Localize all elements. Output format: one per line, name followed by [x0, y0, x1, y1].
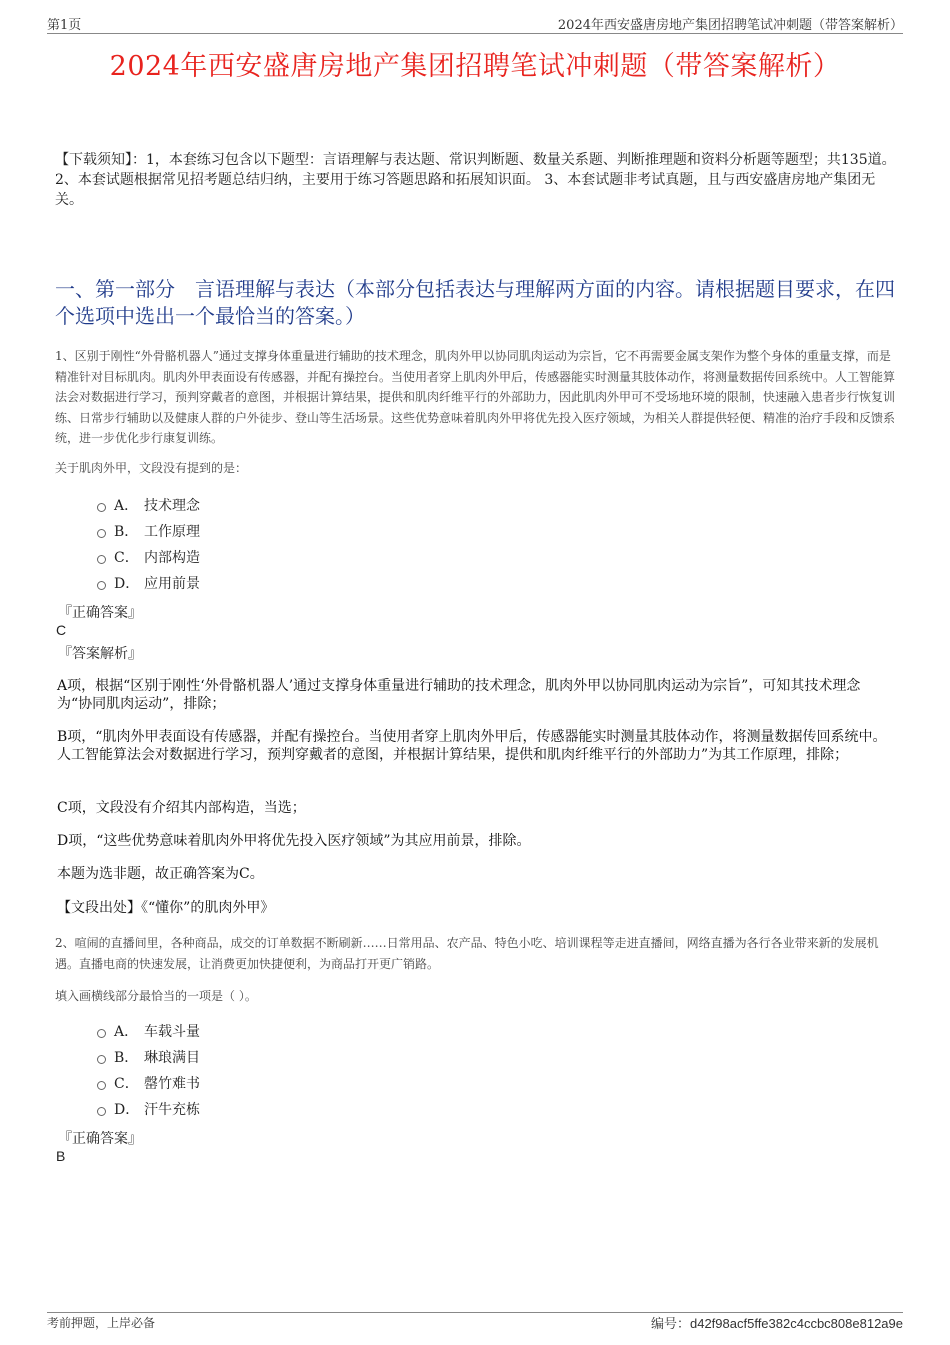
- radio-icon[interactable]: [97, 555, 106, 564]
- radio-icon[interactable]: [97, 1055, 106, 1064]
- analysis-conclusion: 本题为选非题，故正确答案为C。: [57, 866, 264, 882]
- code-value: d42f98acf5ffe382c4ccbc808e812a9e: [689, 1316, 903, 1331]
- page-title: 2024年西安盛唐房地产集团招聘笔试冲刺题（带答案解析）: [109, 51, 841, 82]
- analysis-b: B项，“肌肉外甲表面设有传感器，并配有操控台。当使用者穿上肌肉外甲后，传感器能实时测量其肢体动作，将测量数据传回系统中。人工智能算法会对数据进行学习，预判穿戴者的意图，并根据计算结果，提供和肌肉纤维平行的外部助力”为其工作原理，排除；: [57, 729, 887, 763]
- option-b[interactable]: B． 工作原理: [97, 518, 200, 544]
- analysis-label: 『答案解析』: [58, 646, 142, 662]
- radio-icon[interactable]: [97, 581, 106, 590]
- correct-answer-label: 『正确答案』: [58, 1131, 142, 1147]
- question-1-prompt: 关于肌肉外甲，文段没有提到的是：: [55, 461, 248, 475]
- option-b[interactable]: B． 琳琅满目: [97, 1044, 200, 1070]
- radio-icon[interactable]: [97, 1081, 106, 1090]
- question-1-options: [97, 492, 200, 596]
- download-notice: 【下载须知】：1，本套练习包含以下题型：言语理解与表达题、常识判断题、数量关系题、判断推理题和资料分析题等题型；共135道。 2、本套试题根据常见招考题总结归纳，主要用于练习答题思路和拓展知识面。 3、本套试题非考试真题，且与西安盛唐房地产集团无关。: [55, 152, 896, 208]
- header-divider: [47, 33, 903, 34]
- section-heading: 一、第一部分 言语理解与表达（本部分包括表达与理解两方面的内容。请根据题目要求，在四个选项中选出一个最恰当的答案。）: [55, 277, 895, 328]
- option-a[interactable]: A． 技术理念: [97, 492, 200, 518]
- radio-icon[interactable]: [97, 503, 106, 512]
- question-2-options: [97, 1018, 200, 1122]
- footer-slogan: 考前押题，上岸必备: [47, 1316, 156, 1330]
- correct-answer: C: [56, 622, 67, 638]
- option-a[interactable]: A． 车载斗量: [97, 1018, 200, 1044]
- option-d[interactable]: D． 应用前景: [97, 570, 200, 596]
- correct-answer: B: [56, 1148, 66, 1164]
- analysis-c: C项，文段没有介绍其内部构造，当选；: [57, 800, 306, 816]
- radio-icon[interactable]: [97, 1029, 106, 1038]
- radio-icon[interactable]: [97, 1107, 106, 1116]
- document-code: [651, 1313, 903, 1332]
- question-2-prompt: 填入画横线部分最恰当的一项是（ ）。: [55, 989, 257, 1003]
- question-2-passage: 2、喧闹的直播间里，各种商品，成交的订单数据不断刷新……日常用品、农产品、特色小吃、培训课程等走进直播间，网络直播为各行各业带来新的发展机遇。直播电商的快速发展，让消费更加快捷便利，为商品打开更广销路。: [55, 936, 879, 971]
- radio-icon[interactable]: [97, 529, 106, 538]
- analysis-d: D项，“这些优势意味着肌肉外甲将优先投入医疗领域”为其应用前景，排除。: [57, 833, 531, 849]
- question-1-passage: 1、区别于刚性“外骨骼机器人”通过支撑身体重量进行辅助的技术理念，肌肉外甲以协同肌肉运动为宗旨，它不再需要金属支架作为整个身体的重量支撑，而是精准针对目标肌肉。肌肉外甲表面设有传感器，并配有操控台。当使用者穿上肌肉外甲后，传感器能实时测量其肢体动作，将测量数据传回系统中。人工智能算法会对数据进行学习，预判穿戴者的意图，并根据计算结果，提供和肌肉纤维平行的外部助力，因此肌肉外甲可不受场地环境的限制，快速融入患者步行恢复训练、日常步行辅助以及健康人群的户外徒步、登山等生活场景。这些优势意味着肌肉外甲将优先投入医疗领域，为相关人群提供轻便、精准的治疗手段和反馈系统，进一步优化步行康复训练。: [55, 349, 896, 445]
- analysis-a: A项，根据“区别于刚性‘外骨骼机器人’通过支撑身体重量进行辅助的技术理念，肌肉外甲以协同肌肉运动为宗旨”，可知其技术理念为“协同肌肉运动”，排除；: [57, 678, 861, 712]
- option-c[interactable]: C． 内部构造: [97, 544, 200, 570]
- option-c[interactable]: C． 罄竹难书: [97, 1070, 200, 1096]
- option-d[interactable]: D． 汗牛充栋: [97, 1096, 200, 1122]
- page-number: 第1页: [47, 18, 82, 33]
- code-label: 编号：: [650, 1317, 690, 1332]
- correct-answer-label: 『正确答案』: [58, 605, 142, 621]
- header-doc-title: 2024年西安盛唐房地产集团招聘笔试冲刺题（带答案解析）: [557, 18, 903, 33]
- passage-source: 【文段出处】《“懂你”的肌肉外甲》: [57, 900, 275, 916]
